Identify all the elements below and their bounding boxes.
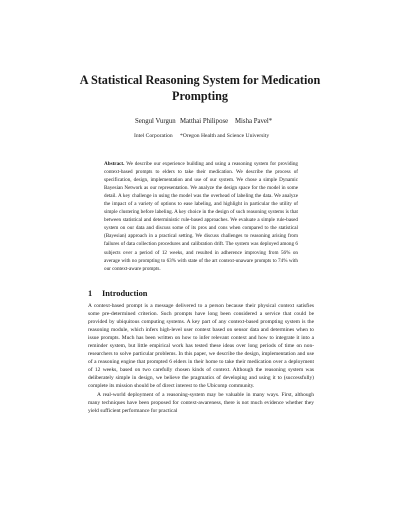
- author-name: Sengul Vurgun: [135, 118, 176, 125]
- paper-title: A Statistical Reasoning System for Medication Prompting: [79, 73, 321, 103]
- section-number: 1: [88, 289, 93, 298]
- abstract-text: We describe our experience building and using a reasoning system for providing context-based prompts to elders to take their medication. We describe the process of specification, design, implementation and use of our system. We chose a simple Dynamic Bayesian Network as our representation. We analyze the design space for the model in some detail. A key challenge in using the model was the overhead of labeling the data. We analyze the impact of a variety of options to ease labeling, and highlight in particular the utility of simple clustering before labeling. A key choice in the design of such reasoning systems is that between statistical and deterministic rule-based approaches. We evaluate a simple rule-based system on our data and discuss some of its pros and cons when compared to the statistical (Bayesian) approach in a practical setting. We discuss challenges to reasoning arising from failures of data collection procedures and calibration drift. The system was deployed among 6 subjects over a period of 12 weeks, and resulted in adherence improving from 56% on average with no prompting to 63% with state of the art context-unaware prompts to 74% with our context-aware prompts.: [104, 161, 298, 272]
- paragraph: A context-based prompt is a message delivered to a person because their physical context satisfies some pre-determined criterion. Such prompts have long been considered a service that could be provided by ubiquitous computing systems. A key part of any context-based prompting system is the reasoning module, which infers high-level user context based on sensor data and determines when to issue prompts. Much has been written on how to infer relevant context and how to integrate it into a reminder system, but little empirical work has tested these ideas over long periods of time on non-researchers to solve particular problems. In this paper, we describe the design, implementation and use of a reasoning engine that prompted 6 elders in their home to take their medication over a deployment of 12 weeks, based on two carefully chosen kinds of context. Although the reasoning system was deliberately simple in design, we believe the pragmatics of developing and using it to (successfully) complete its mission should be of direct interest to the Ubicomp community.: [88, 303, 314, 390]
- affiliation: *Oregon Health and Science University: [180, 133, 270, 139]
- author-name: Misha Pavel*: [235, 118, 273, 125]
- abstract-label: Abstract.: [104, 161, 125, 167]
- affiliation: Intel Corporation: [134, 133, 173, 139]
- paragraph: A real-world deployment of a reasoning-system may be valuable in many ways. First, although many techniques have been proposed for context-awareness, there is not much evidence whether they yield sufficient performance for practical: [88, 391, 314, 414]
- body-text: [88, 302, 314, 415]
- abstract: [104, 160, 298, 273]
- section-heading: [88, 289, 147, 299]
- author-name: Matthai Philipose: [180, 118, 229, 125]
- section-title: Introduction: [102, 289, 148, 298]
